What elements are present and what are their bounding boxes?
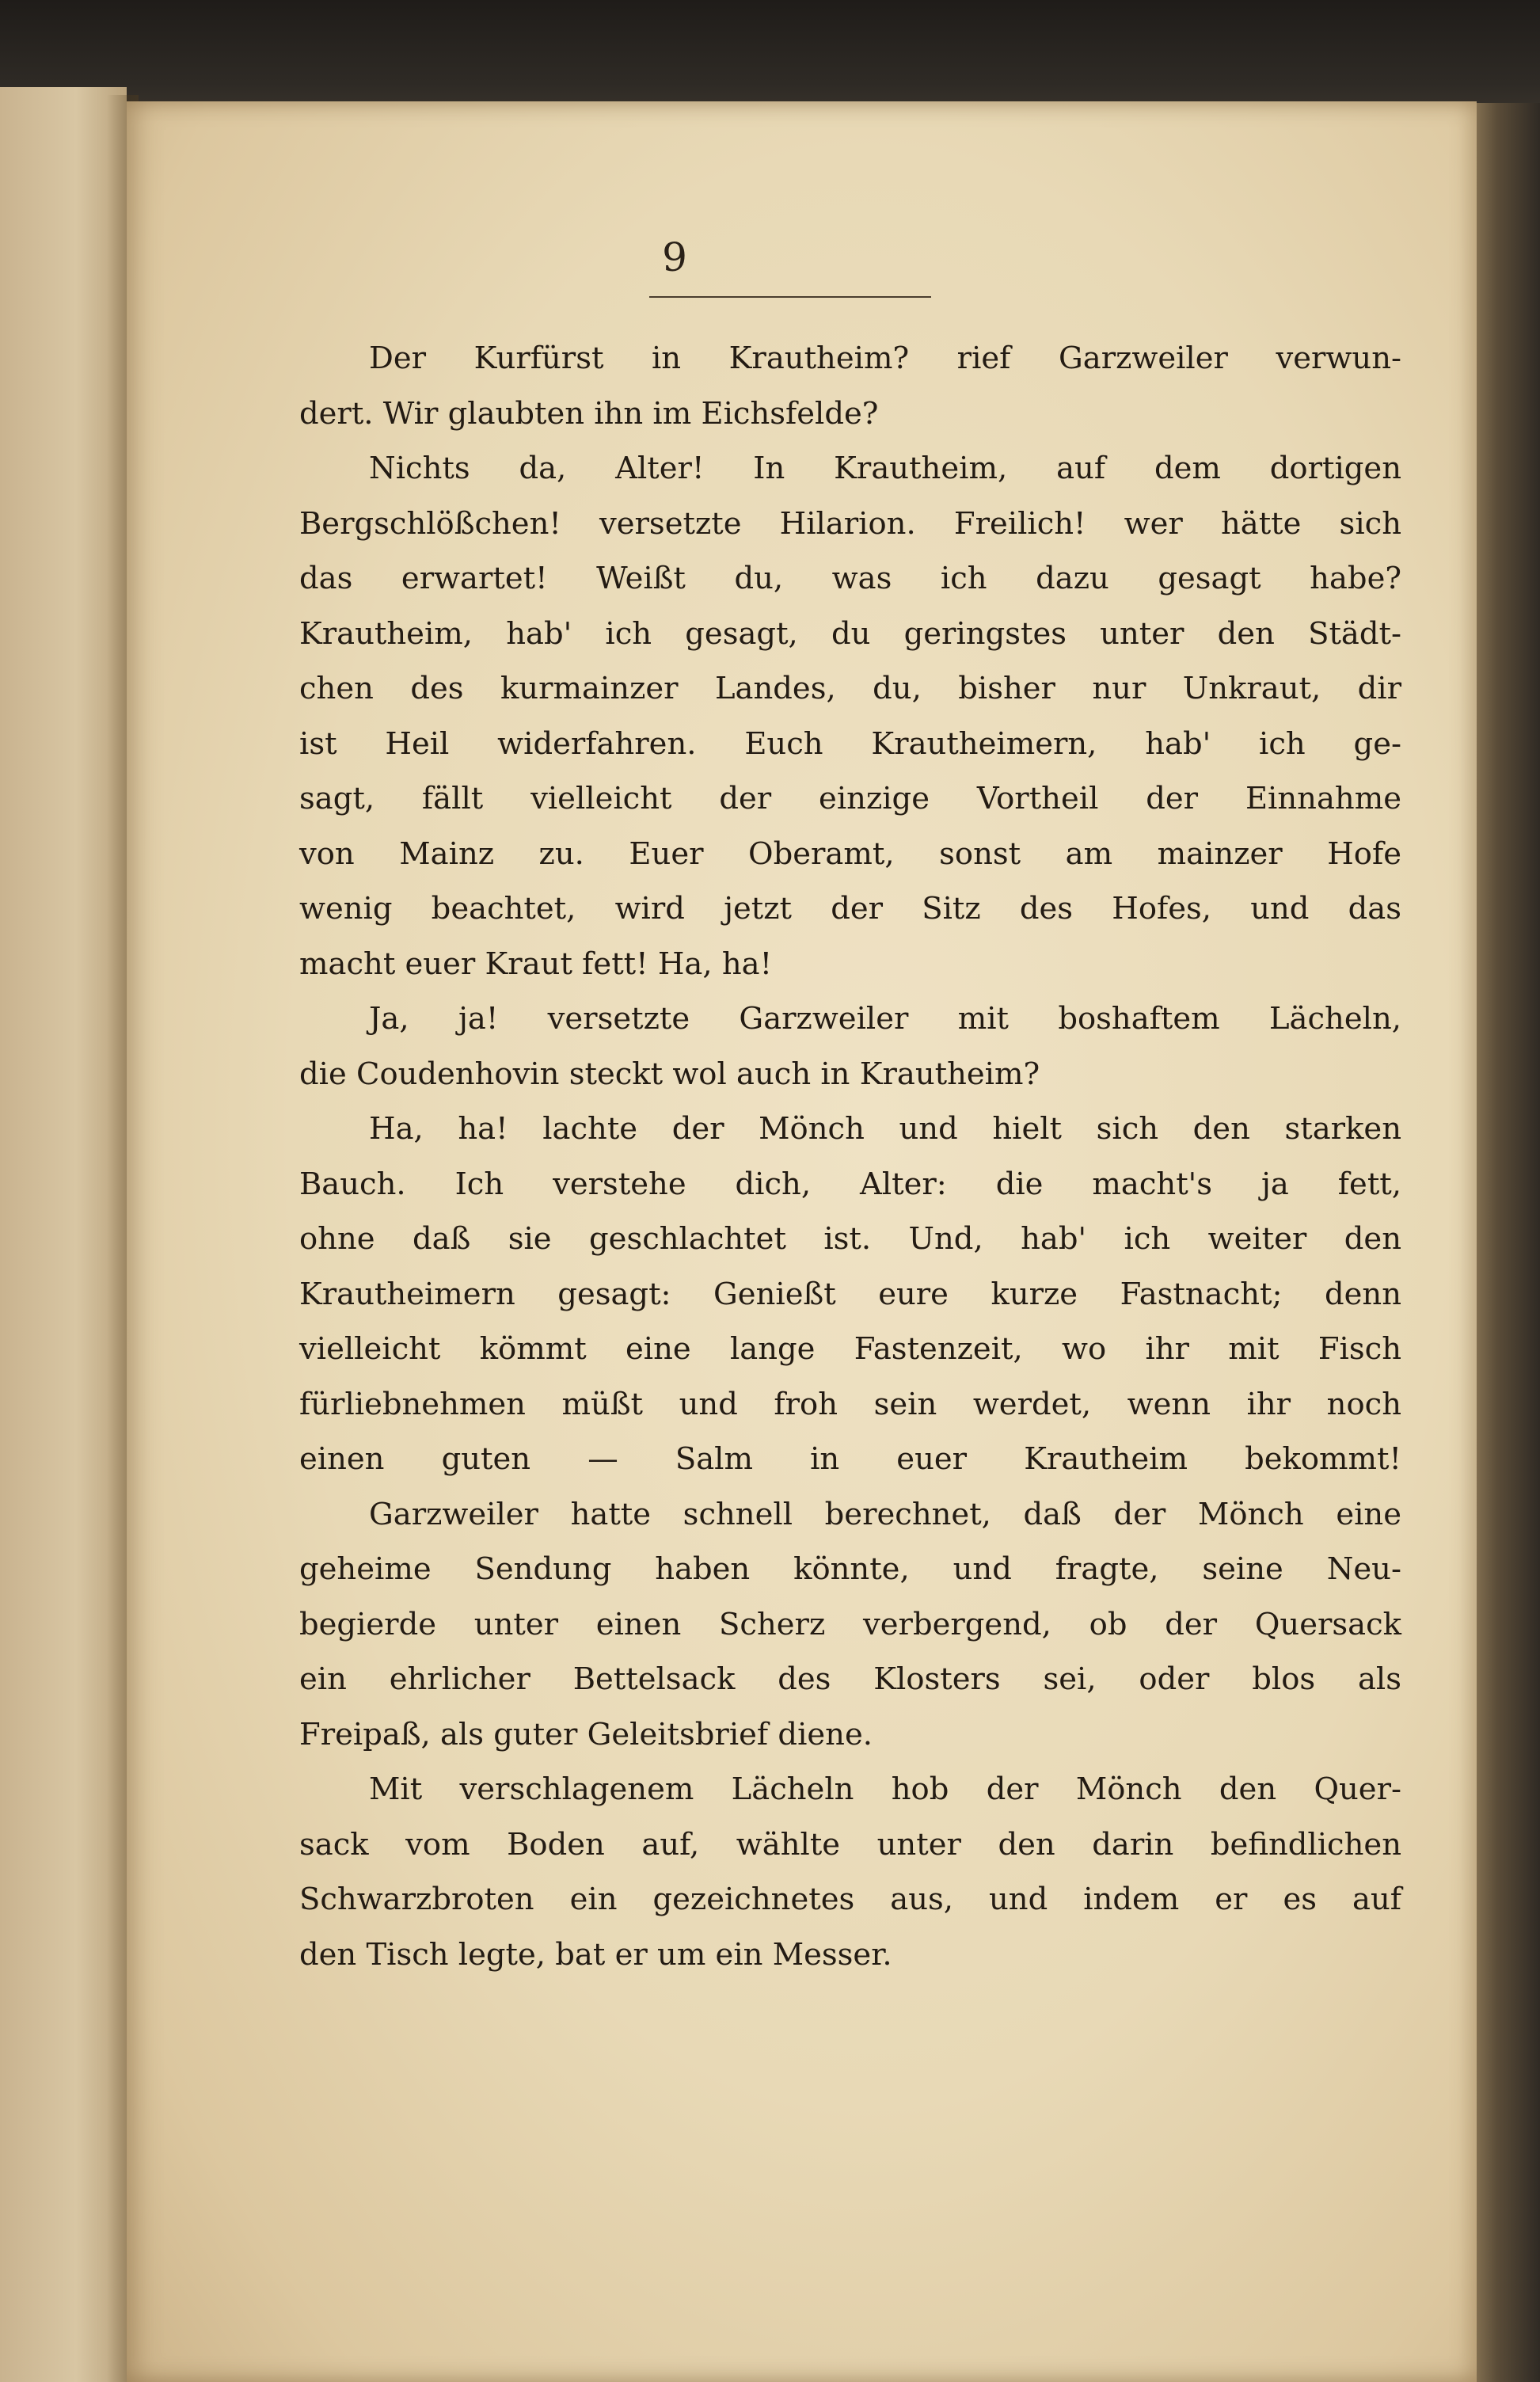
text-line: wenig beachtet, wird jetzt der Sitz des Hofes, und das [299, 891, 1401, 927]
text-line: chen des kurmainzer Landes, du, bisher nur Unkraut, dir [299, 671, 1401, 706]
text-line: Ja, ja! versetzte Garzweiler mit boshaftem Lächeln, [369, 1001, 1401, 1037]
text-line: Garzweiler hatte schnell berechnet, daß der Mönch eine [369, 1496, 1401, 1532]
text-line: Krautheimern gesagt: Genießt eure kurze Fastnacht; denn [299, 1276, 1401, 1312]
text-line: dert. Wir glaubten ihn im Eichsfelde? [299, 395, 879, 432]
text-line: sagt, fällt vielleicht der einzige Vortheil der Einnahme [299, 781, 1401, 816]
text-line: begierde unter einen Scherz verbergend, ob der Quersack [299, 1606, 1401, 1642]
text-line: Bauch. Ich verstehe dich, Alter: die macht's ja fett, [299, 1166, 1401, 1202]
text-line: ein ehrlicher Bettelsack des Klosters sei, oder blos als [299, 1661, 1401, 1697]
text-line: sack vom Boden auf, wählte unter den darin befindlichen [299, 1826, 1401, 1863]
text-line: vielleicht kömmt eine lange Fastenzeit, wo ihr mit Fisch [299, 1331, 1401, 1367]
text-line: Bergschlößchen! versetzte Hilarion. Freilich! wer hätte sich [299, 505, 1401, 542]
book-cover-right-edge [1469, 103, 1540, 2382]
text-line: geheime Sendung haben könnte, und fragte, seine Neu- [299, 1551, 1401, 1587]
book-page [127, 101, 1477, 2382]
text-line: Krautheim, hab' ich gesagt, du geringstes unter den Städt- [299, 615, 1401, 652]
text-line: von Mainz zu. Euer Oberamt, sonst am mainzer Hofe [299, 835, 1401, 872]
text-line: den Tisch legte, bat er um ein Messer. [299, 1936, 892, 1973]
body-text [299, 331, 1401, 1982]
text-line: ist Heil widerfahren. Euch Krautheimern, hab' ich ge- [299, 725, 1401, 762]
text-line: die Coudenhovin steckt wol auch in Krautheim? [299, 1056, 1040, 1092]
header-rule [649, 296, 931, 298]
text-line: ohne daß sie geschlachtet ist. Und, hab' ich weiter den [299, 1221, 1401, 1257]
text-line: Ha, ha! lachte der Mönch und hielt sich den starken [369, 1111, 1401, 1147]
text-line: Schwarzbroten ein gezeichnetes aus, und indem er es auf [299, 1882, 1401, 1917]
page-number: 9 [662, 234, 688, 280]
text-line: macht euer Kraut fett! Ha, ha! [299, 946, 773, 982]
text-line: Mit verschlagenem Lächeln hob der Mönch den Quer- [369, 1771, 1401, 1807]
text-line: fürliebnehmen müßt und froh sein werdet, wenn ihr noch [299, 1386, 1401, 1422]
text-line: das erwartet! Weißt du, was ich dazu gesagt habe? [299, 561, 1401, 596]
text-line: Nichts da, Alter! In Krautheim, auf dem dortigen [369, 451, 1401, 486]
text-line: einen guten — Salm in euer Krautheim bekommt! [299, 1441, 1401, 1477]
text-line: Der Kurfürst in Krautheim? rief Garzweiler verwun- [369, 341, 1401, 376]
text-line: Freipaß, als guter Geleitsbrief diene. [299, 1716, 873, 1752]
